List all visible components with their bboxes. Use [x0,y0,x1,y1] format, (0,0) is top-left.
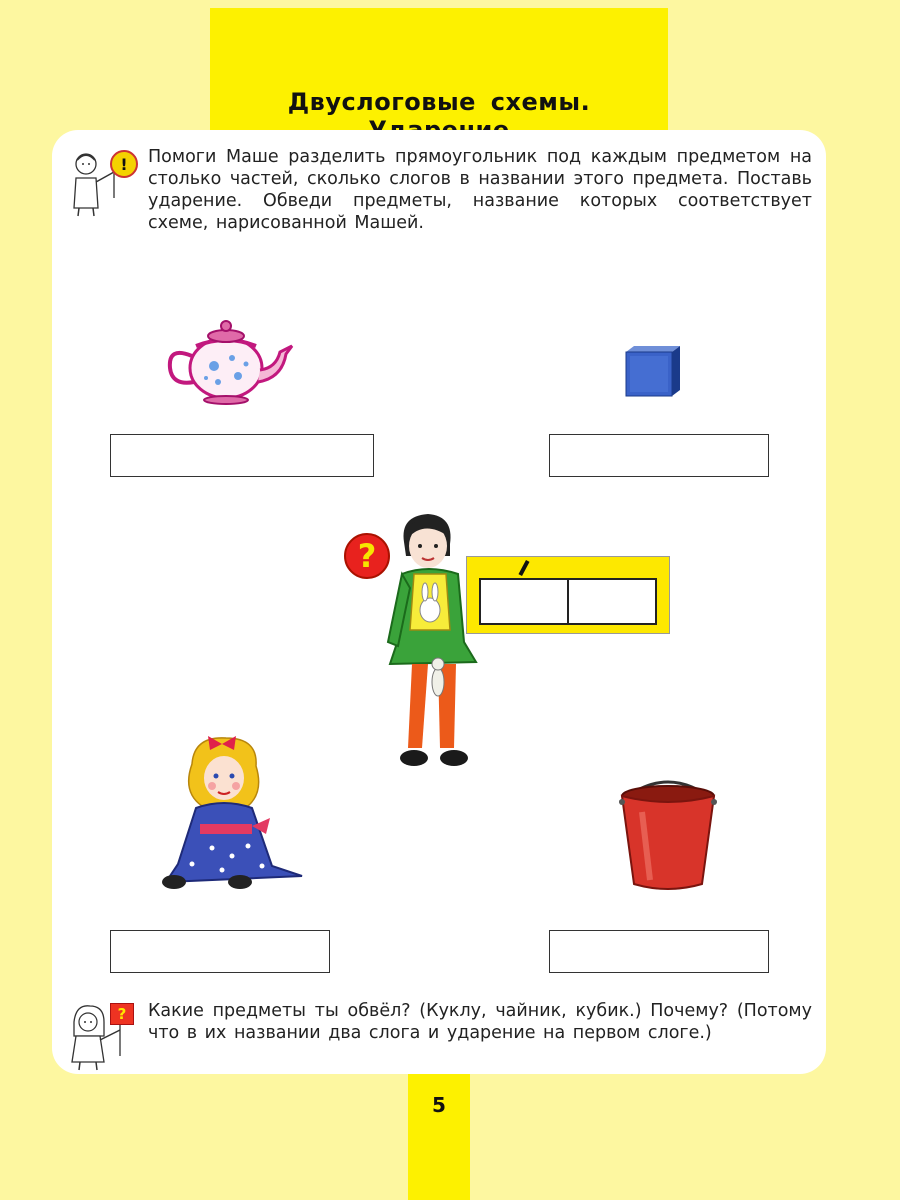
question-badge-large: ? [344,533,390,579]
masha-scheme [479,578,657,625]
page-title: Двуслоговые схемы. [287,88,591,116]
question-badge-small: ? [110,1003,134,1025]
syllable-box-doll[interactable] [110,930,330,973]
task-instruction: Помоги Маше разделить прямоугольник под каждым предметом на столько частей, сколько слогов в названии этого предмета. Поставь ударение. Обведи предметы, название которых соответствует схеме, нарисованной Машей. [148,147,812,233]
cube-icon[interactable] [620,344,682,398]
doll-icon[interactable] [152,736,322,892]
syllable-box-cube[interactable] [549,434,769,477]
attention-badge: ! [110,150,138,178]
syllable-box-teapot[interactable] [110,434,374,477]
bucket-icon[interactable] [612,772,724,894]
page-number-band [408,1060,470,1200]
teapot-icon[interactable] [166,316,298,406]
answer-text: Какие предметы ты обвёл? (Куклу, чайник, кубик.) Почему? (Потому что в их названии два слога и ударение на первом слоге.) [148,1001,812,1043]
page-number: 5 [432,1093,446,1117]
scheme-syllable-2 [569,580,655,623]
scheme-syllable-1 [481,580,569,623]
syllable-box-bucket[interactable] [549,930,769,973]
girl-masha-icon [384,512,494,778]
